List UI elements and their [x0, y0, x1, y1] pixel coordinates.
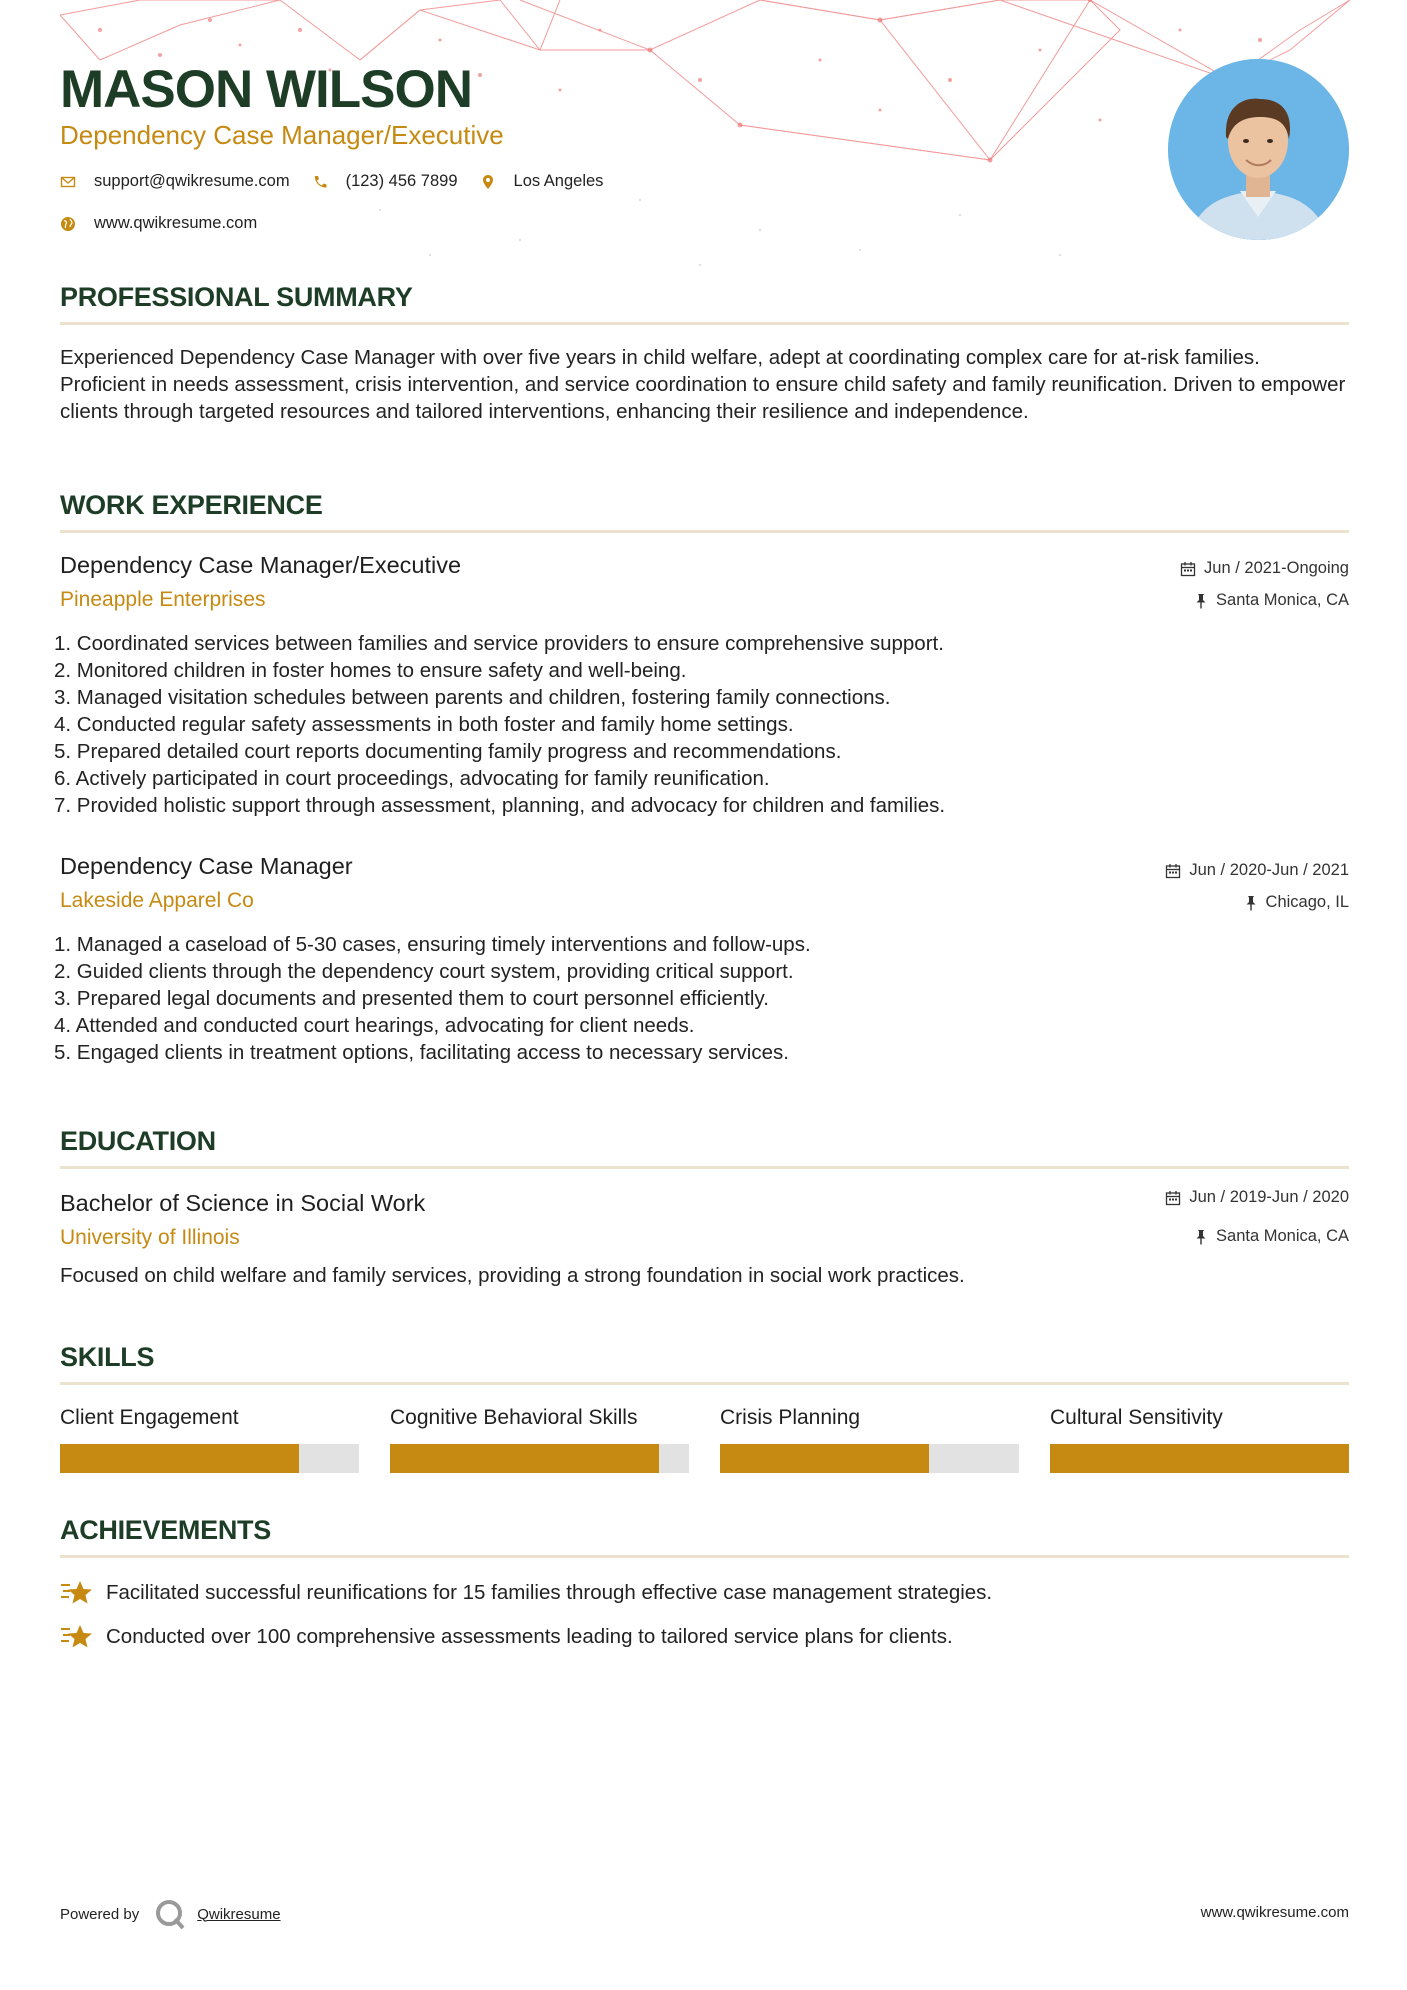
skill-label: Cognitive Behavioral Skills — [390, 1406, 638, 1429]
globe-icon — [60, 216, 76, 232]
job-location — [1194, 591, 1349, 610]
star-badge-icon — [60, 1622, 94, 1652]
job-company: Pineapple Enterprises — [60, 588, 266, 611]
list-item: 2. Guided clients through the dependency court system, providing critical support. — [54, 960, 794, 983]
skill-label: Crisis Planning — [720, 1406, 861, 1429]
list-item: 3. Prepared legal documents and presented them to court personnel efficiently. — [54, 987, 769, 1010]
achievement-item — [60, 1622, 953, 1652]
job-dates — [1180, 559, 1349, 578]
school-name: University of Illinois — [60, 1226, 240, 1249]
list-item: 1. Coordinated services between families and service providers to ensure comprehensive support. — [54, 632, 944, 655]
contact-email — [60, 172, 290, 191]
skill-item — [60, 1404, 360, 1473]
contact-row — [60, 172, 625, 191]
section-divider — [60, 1555, 1349, 1558]
pushpin-icon — [1194, 593, 1208, 609]
achievement-text: Facilitated successful reunifications for 15 families through effective case management strategies. — [106, 1581, 993, 1604]
footer-website[interactable]: www.qwikresume.com — [1200, 1904, 1349, 1921]
candidate-role: Dependency Case Manager/Executive — [60, 120, 504, 150]
avatar-portrait — [1168, 59, 1349, 240]
footer-powered-by — [60, 1897, 281, 1931]
job-title: Dependency Case Manager/Executive — [60, 552, 462, 578]
pushpin-icon — [1194, 1229, 1208, 1245]
education-location — [1194, 1227, 1349, 1246]
job-bullets — [54, 630, 945, 819]
job-location-text: Chicago, IL — [1265, 893, 1349, 911]
email-text[interactable]: support@qwikresume.com — [94, 172, 290, 190]
degree-title: Bachelor of Science in Social Work — [60, 1190, 426, 1216]
education-heading: EDUCATION — [60, 1126, 216, 1156]
achievements-heading: ACHIEVEMENTS — [60, 1515, 271, 1545]
calendar-icon — [1165, 863, 1181, 879]
qwikresume-logo-icon — [153, 1897, 187, 1931]
skill-label: Cultural Sensitivity — [1050, 1406, 1223, 1429]
section-divider — [60, 322, 1349, 325]
job-dates — [1165, 861, 1349, 880]
job-location-text: Santa Monica, CA — [1216, 591, 1349, 609]
skill-bar-fill — [1050, 1444, 1349, 1473]
education-description: Focused on child welfare and family services, providing a strong foundation in social work practices. — [60, 1264, 965, 1287]
skill-bar-fill — [720, 1444, 929, 1473]
skills-heading: SKILLS — [60, 1342, 155, 1372]
calendar-icon — [1180, 561, 1196, 577]
avatar — [1168, 59, 1349, 240]
skill-bar — [1050, 1444, 1349, 1473]
list-item: 5. Engaged clients in treatment options, facilitating access to necessary services. — [54, 1041, 789, 1064]
contact-row-web — [60, 214, 279, 233]
list-item: 5. Prepared detailed court reports documenting family progress and recommendations. — [54, 740, 842, 763]
calendar-icon — [1165, 1190, 1181, 1206]
section-divider — [60, 530, 1349, 533]
summary-text: Experienced Dependency Case Manager with over five years in child welfare, adept at coordinating complex care for at-risk families. Proficient in needs assessment, crisis intervention, and service coordination to ensure child safety and family reunification. Driven to empower clients through targeted resources and tailored interventions, enhancing their resilience and independence. — [60, 346, 1346, 423]
education-dates — [1165, 1188, 1349, 1207]
job-bullets — [54, 931, 811, 1066]
skill-bar-fill — [390, 1444, 659, 1473]
job-dates-text: Jun / 2021-Ongoing — [1204, 559, 1349, 577]
education-location-text: Santa Monica, CA — [1216, 1227, 1349, 1245]
envelope-icon — [60, 174, 76, 190]
achievement-text: Conducted over 100 comprehensive assessments leading to tailored service plans for clients. — [106, 1625, 953, 1648]
brand-link[interactable]: Qwikresume — [197, 1905, 281, 1923]
skill-bar-fill — [60, 1444, 299, 1473]
education-dates-text: Jun / 2019-Jun / 2020 — [1189, 1188, 1349, 1206]
list-item: 6. Actively participated in court proceedings, advocating for family reunification. — [54, 767, 770, 790]
skill-item — [1050, 1404, 1350, 1473]
job-company: Lakeside Apparel Co — [60, 889, 254, 912]
job-location — [1244, 893, 1349, 912]
achievement-item — [60, 1578, 992, 1608]
website-text[interactable]: www.qwikresume.com — [94, 214, 258, 232]
skill-bar — [720, 1444, 1019, 1473]
contact-phone — [312, 172, 458, 191]
section-divider — [60, 1382, 1349, 1385]
skill-item — [390, 1404, 690, 1473]
job-dates-text: Jun / 2020-Jun / 2021 — [1189, 861, 1349, 879]
section-divider — [60, 1166, 1349, 1169]
skill-bar — [390, 1444, 689, 1473]
powered-by-text: Powered by — [60, 1905, 140, 1923]
job-title: Dependency Case Manager — [60, 853, 353, 879]
list-item: 7. Provided holistic support through assessment, planning, and advocacy for children and families. — [54, 794, 946, 817]
skill-item — [720, 1404, 1020, 1473]
skill-label: Client Engagement — [60, 1406, 239, 1429]
star-badge-icon — [60, 1578, 94, 1608]
skill-bar — [60, 1444, 359, 1473]
pushpin-icon — [1244, 895, 1258, 911]
phone-icon — [312, 174, 328, 190]
location-pin-icon — [480, 174, 496, 190]
list-item: 2. Monitored children in foster homes to ensure safety and well-being. — [54, 659, 687, 682]
contact-location — [480, 172, 604, 191]
location-text: Los Angeles — [513, 172, 604, 190]
candidate-name: MASON WILSON — [60, 60, 472, 119]
list-item: 4. Conducted regular safety assessments in both foster and family home settings. — [54, 713, 794, 736]
list-item: 1. Managed a caseload of 5-30 cases, ensuring timely interventions and follow-ups. — [54, 933, 811, 956]
phone-text[interactable]: (123) 456 7899 — [345, 172, 458, 190]
summary-heading: PROFESSIONAL SUMMARY — [60, 282, 413, 312]
list-item: 4. Attended and conducted court hearings, advocating for client needs. — [54, 1014, 695, 1037]
contact-website — [60, 214, 257, 233]
list-item: 3. Managed visitation schedules between parents and children, fostering family connections. — [54, 686, 891, 709]
experience-heading: WORK EXPERIENCE — [60, 490, 323, 520]
